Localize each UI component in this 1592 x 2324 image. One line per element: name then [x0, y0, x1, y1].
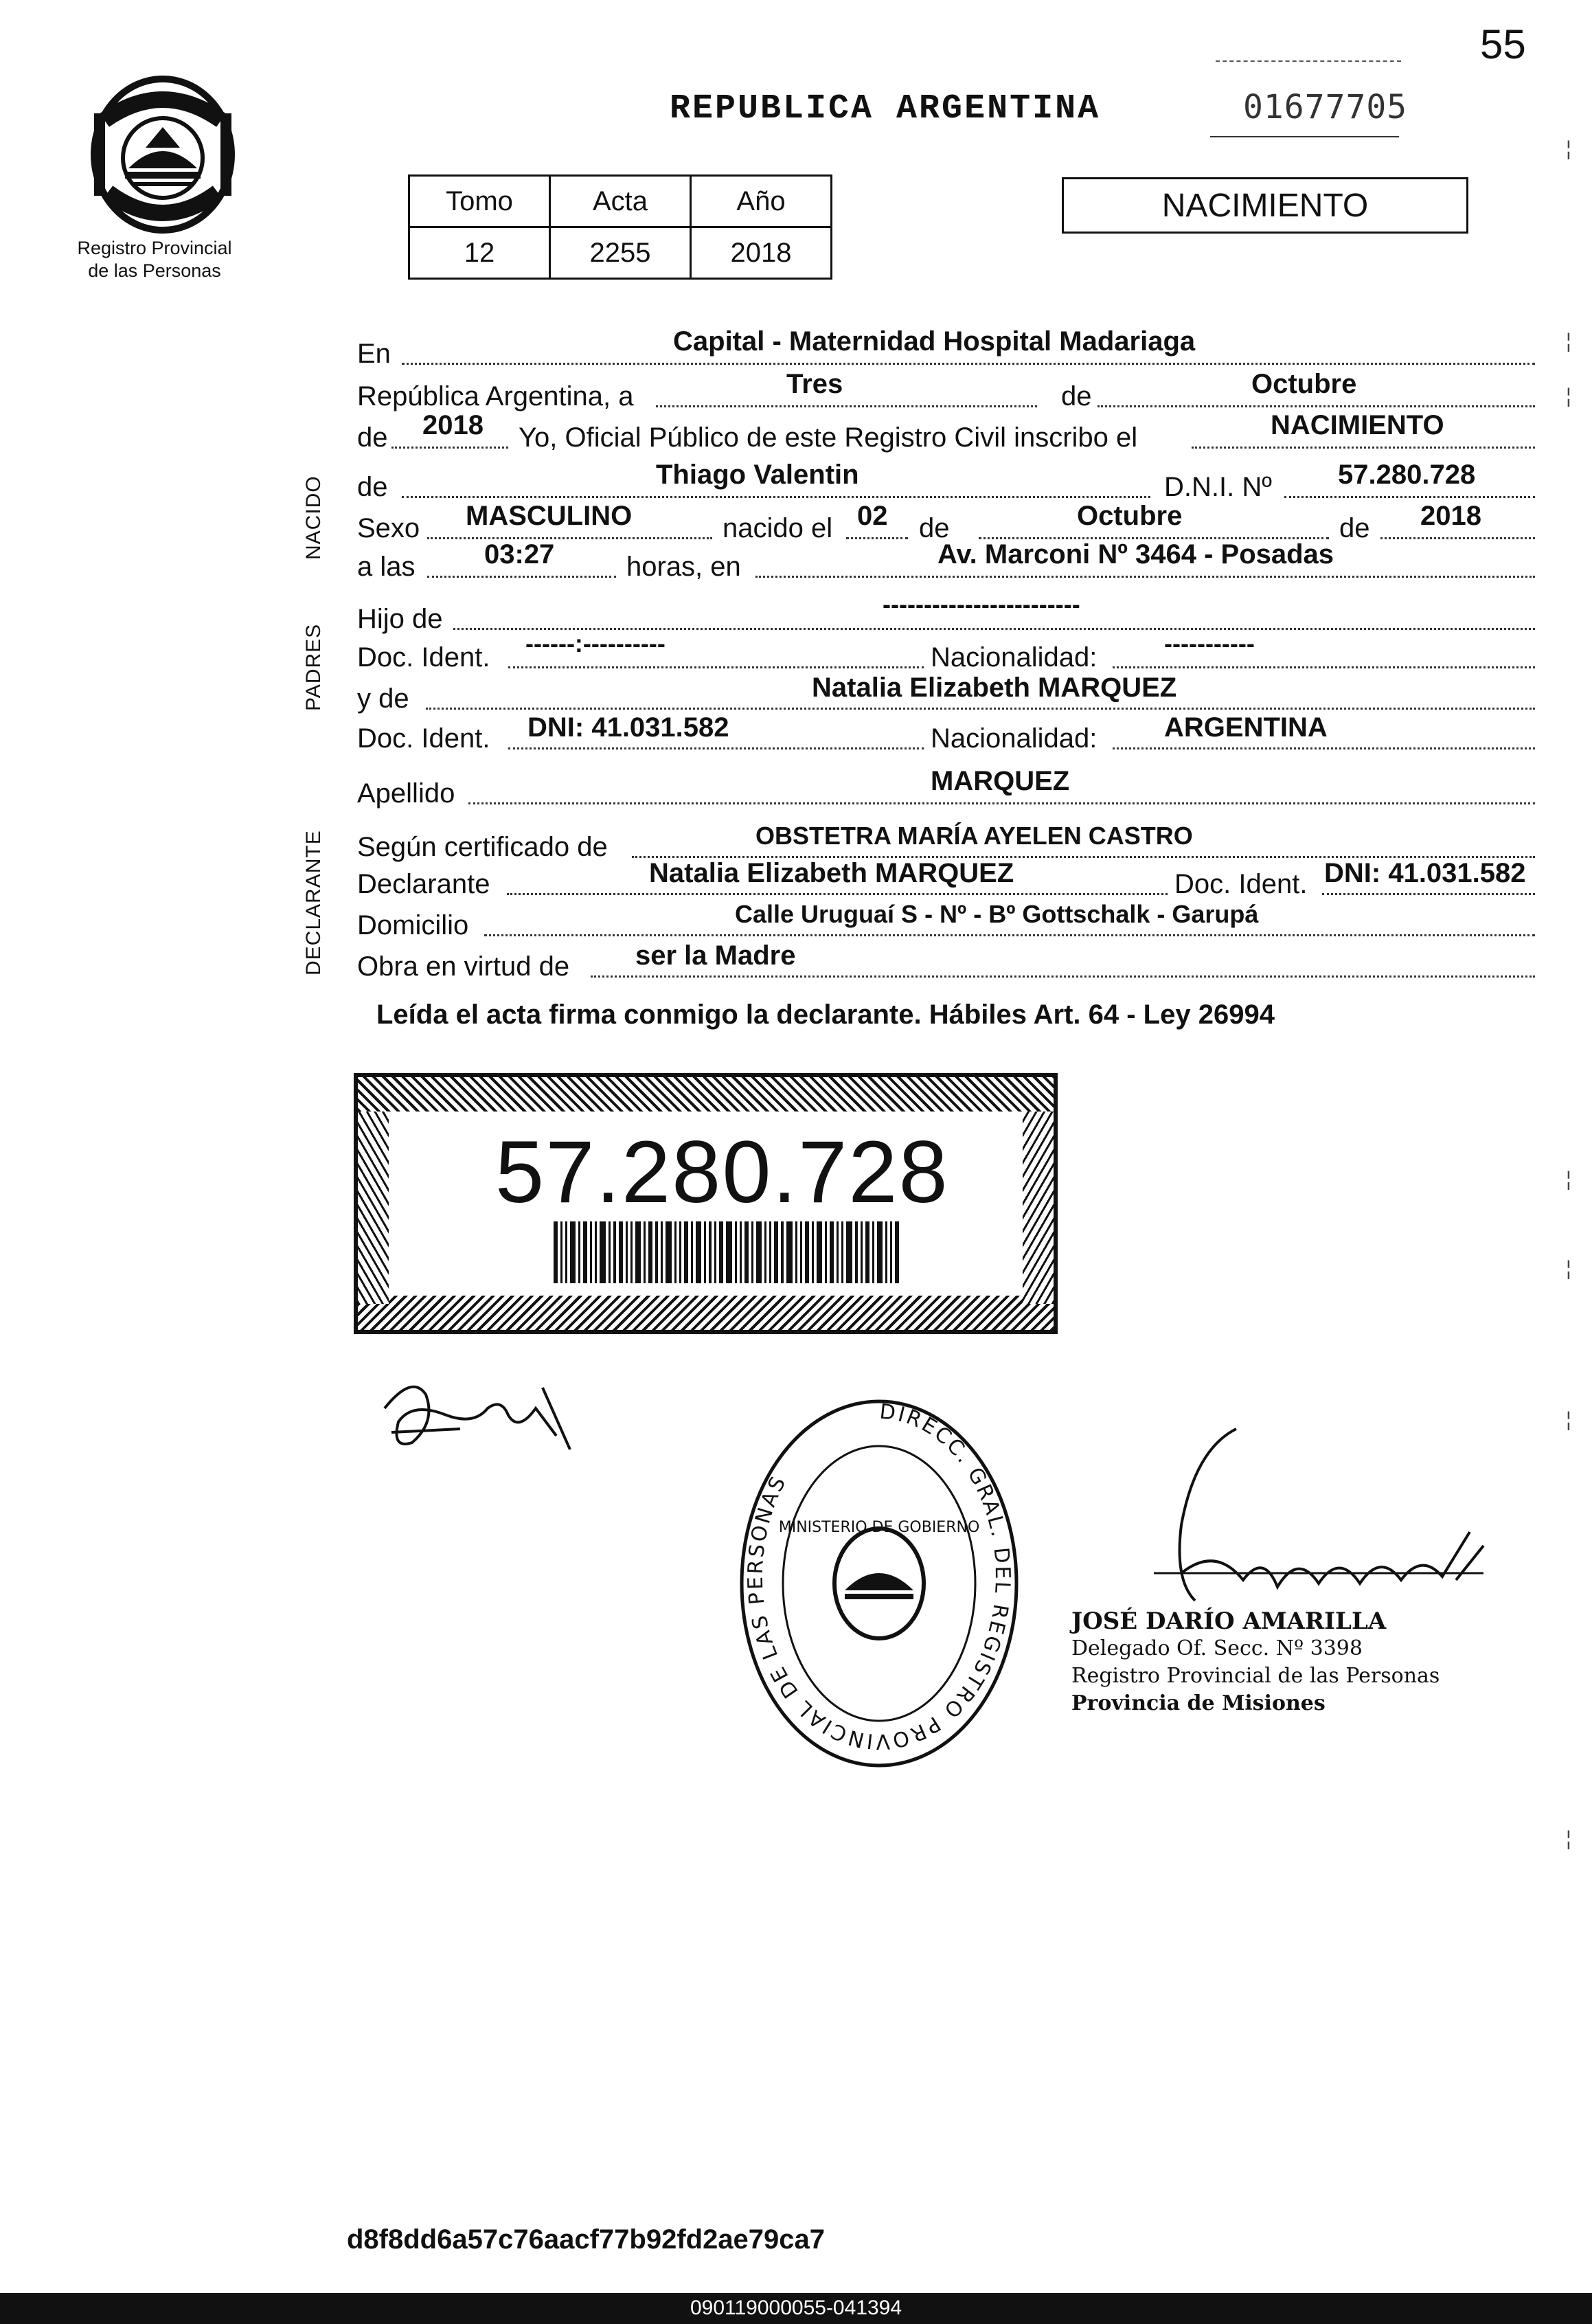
label-yo: Yo, Oficial Público de este Registro Civil inscribo el	[519, 422, 1138, 453]
label-obra: Obra en virtud de	[357, 951, 570, 982]
barcode-bar	[744, 1221, 749, 1283]
dotted-line	[656, 405, 1037, 407]
barcode-bar	[609, 1221, 611, 1283]
barcode-bar	[709, 1221, 712, 1283]
barcode-bar	[684, 1221, 688, 1283]
value-anio: 2018	[422, 410, 484, 440]
barcode-bar	[696, 1221, 701, 1283]
barcode-bar	[786, 1221, 793, 1283]
serial-top-rule	[1216, 60, 1401, 62]
barcode-bar	[861, 1221, 863, 1283]
barcode-bar	[877, 1221, 883, 1283]
seal-inner-text: MINISTERIO DE GOBIERNO	[778, 1519, 980, 1536]
value-dni: 57.280.728	[1338, 460, 1476, 490]
value-hora: 03:27	[484, 539, 555, 569]
label-sexo: Sexo	[357, 513, 420, 543]
barcode-bar	[704, 1221, 706, 1283]
barcode-bar	[655, 1221, 658, 1283]
dotted-line	[402, 496, 1150, 498]
closing-statement: Leída el acta firma conmigo la declarante. Hábiles Art. 64 - Ley 26994	[376, 1000, 1275, 1030]
value-declarante-doc: DNI: 41.031.582	[1324, 858, 1526, 888]
barcode-bar	[846, 1221, 852, 1283]
label-de-nombre: de	[357, 472, 388, 502]
stamp-pattern-right	[1023, 1112, 1054, 1304]
dotted-line	[508, 666, 924, 668]
barcode-bar	[666, 1221, 672, 1283]
barcode-bar	[619, 1221, 623, 1283]
dotted-line	[391, 447, 508, 449]
barcode-bar	[751, 1221, 753, 1283]
margin-mark: ¦	[1566, 385, 1571, 407]
barcode-bar	[583, 1221, 587, 1283]
document-hash: d8f8dd6a57c76aacf77b92fd2ae79ca7	[347, 2224, 826, 2255]
value-apellido: MARQUEZ	[931, 766, 1070, 796]
dni-stamp	[354, 1073, 1058, 1334]
issuing-organization	[41, 237, 268, 282]
value-padre-doc: ------:----------	[525, 629, 666, 657]
barcode-bar	[764, 1221, 766, 1283]
value-domicilio: Calle Uruguaí S - Nº - Bº Gottschalk - Garupá	[735, 900, 1259, 928]
barcode-bar	[865, 1221, 869, 1283]
label-doc-ident-padre: Doc. Ident.	[357, 642, 490, 673]
value-dia-nac: 02	[857, 501, 888, 531]
value-direccion-nac: Av. Marconi Nº 3464 - Posadas	[937, 539, 1334, 569]
barcode-bar	[817, 1221, 822, 1283]
barcode	[554, 1221, 952, 1283]
label-y-de: y de	[357, 684, 409, 714]
registry-value-acta: 2255	[550, 227, 691, 279]
barcode-bar	[740, 1221, 742, 1283]
official-name: JOSÉ DARÍO AMARILLA	[1071, 1607, 1387, 1635]
barcode-bar	[781, 1221, 784, 1283]
registry-header-row	[409, 176, 832, 227]
label-en: En	[357, 339, 391, 369]
barcode-bar	[691, 1221, 693, 1283]
registry-value-anio: 2018	[691, 227, 832, 279]
official-seal	[735, 1391, 1023, 1776]
margin-mark: ¦	[1566, 137, 1571, 160]
barcode-bar	[661, 1221, 663, 1283]
barcode-bar	[635, 1221, 641, 1283]
barcode-bar	[626, 1221, 628, 1283]
dotted-line	[484, 934, 1535, 936]
label-de3: de	[1339, 513, 1370, 543]
barcode-bar	[590, 1221, 592, 1283]
dotted-line	[427, 537, 712, 539]
barcode-bar	[578, 1221, 580, 1283]
barcode-bar	[890, 1221, 892, 1283]
value-madre-nac: ARGENTINA	[1164, 712, 1328, 743]
value-tipo-inscripcion: NACIMIENTO	[1271, 410, 1444, 440]
org-name-line2: de las Personas	[88, 260, 221, 281]
value-dia-letras: Tres	[786, 369, 843, 399]
barcode-bar	[872, 1221, 874, 1283]
barcode-bar	[600, 1221, 606, 1283]
seal-ring-text: DIRECC. GRAL. DEL REGISTRO PROVINCIAL DE LAS PERSONAS	[743, 1399, 1015, 1754]
barcode-bar	[735, 1221, 737, 1283]
barcode-bar	[630, 1221, 633, 1283]
barcode-bar	[841, 1221, 843, 1283]
value-padre: ------------------------	[883, 590, 1080, 618]
dotted-line	[427, 576, 616, 578]
value-obra: ser la Madre	[635, 940, 796, 971]
margin-mark: ¦	[1566, 1408, 1571, 1431]
barcode-bar	[648, 1221, 652, 1283]
value-padre-nac: -----------	[1164, 629, 1255, 657]
page-number: 55	[1480, 21, 1526, 67]
margin-mark: ¦	[1566, 1168, 1571, 1191]
dotted-line	[508, 747, 924, 749]
stamp-pattern-left	[358, 1112, 389, 1304]
barcode-bar	[769, 1221, 771, 1283]
label-segun: Según certificado de	[357, 832, 608, 862]
dotted-line	[1380, 537, 1535, 539]
barcode-bar	[595, 1221, 597, 1283]
dotted-line	[507, 893, 1168, 895]
label-nacido-el: nacido el	[723, 513, 833, 543]
margin-mark: ¦	[1566, 330, 1571, 352]
label-dni: D.N.I. Nº	[1164, 472, 1272, 502]
barcode-bar	[560, 1221, 562, 1283]
barcode-bar	[805, 1221, 809, 1283]
dotted-line	[1284, 496, 1535, 498]
label-de-mid: de	[1061, 381, 1092, 411]
value-certificado: OBSTETRA MARÍA AYELEN CASTRO	[755, 822, 1193, 850]
margin-mark: ¦	[1566, 1827, 1571, 1850]
label-a-las: a las	[357, 552, 416, 582]
barcode-bar	[812, 1221, 814, 1283]
barcode-bar	[885, 1221, 887, 1283]
stamp-pattern-top	[358, 1077, 1054, 1112]
registry-header-tomo: Tomo	[409, 176, 550, 227]
value-declarante: Natalia Elizabeth MARQUEZ	[649, 858, 1014, 888]
dotted-line	[1192, 447, 1535, 449]
value-madre: Natalia Elizabeth MARQUEZ	[812, 673, 1177, 703]
dotted-line	[426, 708, 1535, 710]
label-nacionalidad-padre: Nacionalidad:	[931, 642, 1098, 673]
barcode-bar	[714, 1221, 716, 1283]
country-title: REPUBLICA ARGENTINA	[670, 89, 1101, 128]
dotted-line	[1113, 747, 1535, 749]
record-type-box: NACIMIENTO	[1062, 177, 1468, 234]
serial-underline	[1210, 136, 1399, 137]
value-mes-letras: Octubre	[1251, 369, 1357, 399]
label-domicilio: Domicilio	[357, 910, 469, 940]
barcode-bar	[837, 1221, 839, 1283]
value-sexo: MASCULINO	[466, 501, 633, 531]
label-nacionalidad-madre: Nacionalidad:	[931, 723, 1098, 754]
dotted-line	[591, 975, 1535, 978]
value-anio-nac: 2018	[1420, 501, 1481, 531]
label-republica: República Argentina, a	[357, 381, 634, 411]
registry-value-tomo: 12	[409, 227, 550, 279]
official-org: Registro Provincial de las Personas	[1071, 1664, 1440, 1688]
serial-number: 01677705	[1243, 88, 1408, 126]
barcode-bar	[855, 1221, 858, 1283]
official-block	[1071, 1607, 1440, 1717]
registry-header-anio: Año	[691, 176, 832, 227]
barcode-bar	[674, 1221, 676, 1283]
barcode-bar	[570, 1221, 576, 1283]
label-declarante: Declarante	[357, 869, 490, 899]
barcode-bar	[825, 1221, 827, 1283]
dotted-line	[1322, 893, 1535, 895]
margin-mark: ¦	[1566, 1257, 1571, 1280]
barcode-bar	[554, 1221, 558, 1283]
stamp-pattern-bottom	[358, 1296, 1054, 1330]
stamp-inner	[389, 1112, 1023, 1296]
barcode-bar	[795, 1221, 797, 1283]
stamp-dni-number: 57.280.728	[495, 1123, 949, 1221]
side-label-declarante: DECLARANTE	[302, 830, 325, 975]
side-label-nacido: NACIDO	[302, 475, 325, 560]
dotted-line	[1113, 666, 1535, 668]
official-role: Delegado Of. Secc. Nº 3398	[1071, 1636, 1363, 1660]
label-hijo-de: Hijo de	[357, 604, 443, 634]
barcode-bar	[756, 1221, 762, 1283]
registry-header-acta: Acta	[550, 176, 691, 227]
barcode-bar	[644, 1221, 646, 1283]
barcode-bar	[719, 1221, 723, 1283]
dotted-line	[755, 576, 1535, 578]
label-de2: de	[919, 513, 950, 543]
label-doc-ident-declarante: Doc. Ident.	[1174, 869, 1308, 899]
barcode-bar	[679, 1221, 681, 1283]
barcode-bar	[895, 1221, 899, 1283]
declarant-signature	[371, 1367, 577, 1456]
barcode-bar	[774, 1221, 778, 1283]
org-name-line1: Registro Provincial	[77, 238, 232, 258]
official-province: Provincia de Misiones	[1071, 1691, 1326, 1715]
value-mes-nac: Octubre	[1077, 501, 1183, 531]
value-lugar: Capital - Maternidad Hospital Madariaga	[673, 326, 1196, 357]
barcode-bar	[726, 1221, 732, 1283]
label-horas-en: horas, en	[626, 552, 741, 582]
barcode-bar	[565, 1221, 567, 1283]
label-apellido: Apellido	[357, 778, 455, 809]
dotted-line	[468, 802, 1535, 804]
footer-code: 090119000055-041394	[690, 2297, 902, 2319]
dotted-line	[402, 363, 1535, 365]
label-de: de	[357, 422, 388, 453]
dotted-line	[846, 537, 908, 539]
barcode-bar	[800, 1221, 802, 1283]
label-doc-ident-madre: Doc. Ident.	[357, 723, 490, 754]
side-label-padres: PADRES	[302, 623, 325, 711]
dotted-line	[1098, 405, 1535, 407]
registry-value-row	[409, 227, 832, 279]
barcode-bar	[830, 1221, 834, 1283]
value-madre-doc: DNI: 41.031.582	[527, 712, 729, 743]
value-nombre: Thiago Valentin	[656, 460, 859, 490]
registry-table	[408, 174, 832, 280]
barcode-bar	[613, 1221, 616, 1283]
province-crest-logo	[77, 72, 249, 237]
